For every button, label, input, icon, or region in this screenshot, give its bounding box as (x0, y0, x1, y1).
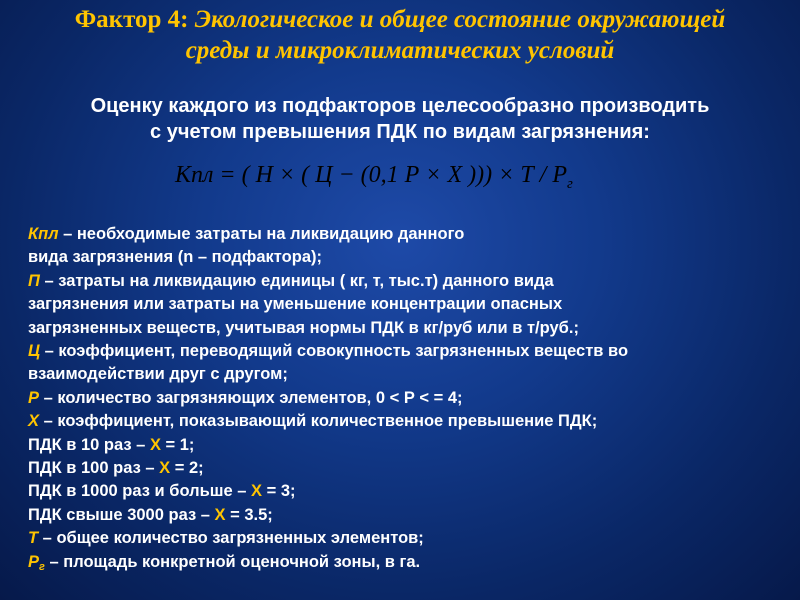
title-text-1: Экологическое и общее состояние окружающей (194, 6, 726, 33)
symbol-kpl: Кпл (28, 225, 59, 243)
symbol-x: Х (28, 412, 40, 431)
definition-c (28, 340, 788, 363)
pdk-row-symbol: Х (149, 435, 161, 454)
pdk-row-symbol: Х (251, 482, 263, 501)
symbol-rg (28, 553, 45, 571)
definition-kpl (28, 223, 788, 246)
pdk-row-post: = 2; (170, 459, 204, 478)
symbol-rg-main: Р (28, 552, 40, 571)
symbol-rg-subscript: г (39, 560, 45, 573)
formula-body: Кпл = ( Н × ( Ц − (0,1 Р × Х ))) × Т / Р (175, 162, 567, 188)
definition-t-text: – общее количество загрязненных элементов; (38, 529, 424, 548)
definition-rg-text: – площадь конкретной оценочной зоны, в га. (44, 552, 421, 571)
pdk-row-pre: ПДК в 1000 раз и больше – (28, 482, 252, 501)
definition-x-text: – коэффициент, показывающий количественное превышение ПДК; (39, 412, 598, 431)
definition-p-text: – затраты на ликвидацию единицы ( кг, т, тыс.т) данного вида (39, 271, 554, 290)
formula-subscript: г (567, 175, 573, 192)
definition-c-cont: взаимодействии друг с другом; (28, 365, 288, 384)
pdk-row (28, 434, 788, 457)
definition-kpl-cont: вида загрязнения (n – подфактора); (28, 248, 322, 267)
definition-p-cont-2: загрязненных веществ, учитывая нормы ПДК в кг/руб или в т/руб.; (28, 318, 579, 337)
subtitle-line-1: Оценку каждого из подфакторов целесообразно производить (90, 95, 710, 117)
symbol-p: П (28, 271, 40, 290)
definition-p-cont-1: загрязнения или затраты на уменьшение концентрации опасных (28, 295, 563, 314)
definition-r-text: – количество загрязняющих элементов, 0 < Р < = 4; (39, 388, 463, 407)
symbol-r: Р (28, 388, 40, 407)
definition-kpl-text: – необходимые затраты на ликвидацию данного (58, 225, 465, 243)
pdk-row (28, 480, 788, 503)
symbol-c: Ц (28, 342, 41, 361)
pdk-row-pre: ПДК в 10 раз – (28, 435, 150, 454)
pdk-row-pre: ПДК в 100 раз – (28, 459, 160, 478)
pdk-row-symbol: Х (214, 505, 226, 524)
pdk-row-post: = 1; (160, 435, 195, 454)
symbol-t: Т (28, 529, 39, 548)
title-prefix: Фактор 4: (74, 6, 195, 33)
definition-p (28, 270, 788, 293)
definition-t (28, 527, 788, 550)
definition-rg (28, 551, 788, 579)
pdk-row-post: = 3.5; (225, 505, 273, 524)
formula (175, 162, 573, 193)
pdk-row-symbol: Х (159, 459, 171, 478)
definition-x (28, 410, 788, 433)
pdk-row-pre: ПДК свыше 3000 раз – (28, 505, 215, 524)
pdk-row-post: = 3; (262, 482, 296, 501)
title-line-1 (0, 4, 800, 35)
pdk-row (28, 457, 788, 480)
slide-title (0, 4, 800, 66)
pdk-row (28, 504, 788, 527)
definition-r (28, 387, 788, 410)
definitions-list (28, 223, 788, 579)
subtitle (0, 93, 800, 145)
subtitle-line-2: с учетом превышения ПДК по видам загрязнения: (150, 121, 650, 143)
definition-c-text: – коэффициент, переводящий совокупность загрязненных веществ во (40, 342, 629, 361)
title-line-2: среды и микроклиматических условий (185, 37, 615, 64)
